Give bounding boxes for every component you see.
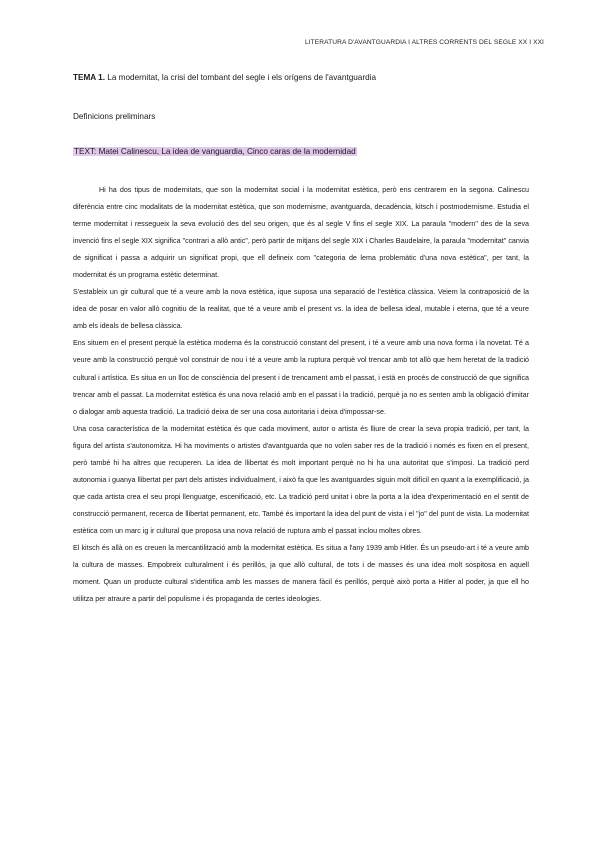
paragraph: Hi ha dos tipus de modernitats, que son la modernitat social i la modernitat estètica, però ens centrarem en la segona. Calinescu diferència entre cinc modalitats de la modernitat estètica, que son modernisme, avantguarda, decadència, kitsch i postmodernisme. Estudia el terme modernitat i ressegueix la seva evolució des del seu origen, que és al segle V fins el segle XIX. La paraula "modern" des de la seva invenció fins el segle XIX significa "contrari a allò antic", però partir de mitjans del segle XIX i Charles Baudelaire, la paraula "modernitat" canvia de significat i passa a adquirir un significat propi, que ell defineix com "categoria de lema problemàtic d'una nova estètica", per tant, la modernitat és un programa estètic determinat. bbox=[73, 186, 529, 280]
topic-label: TEMA 1. bbox=[73, 73, 105, 82]
topic-title bbox=[73, 73, 376, 82]
topic-heading: La modernitat, la crisi del tombant del segle i els orígens de l'avantguardia bbox=[107, 73, 377, 82]
paragraph: Ens situem en el present perquè la estètica moderna és la construcció constant del present, i té a veure amb una nova forma i la novetat. Té a veure amb la construcció perquè vol construir de nou i té a veure amb la ruptura perquè vol trencar amb tot allò que hem heretat de la tradició cultural i artística. Es situa en un lloc de consciència del present i de trencament amb el passat, i està en procés de construcció de que significa trencar amb el passat. La modernitat estètica és una nova relació amb en el passat i la tradició, perquè ja no es senten amb la obligació d'imitar o dialogar amb aquesta tradició. La tradició deixa de ser una cosa autoritaria i deixa d'impossar-se. bbox=[73, 339, 529, 416]
paragraph: S'estableix un gir cultural que té a veure amb la nova estètica, ique suposa una separació de l'estètica clàssica. Veiem la contraposició de la idea de posar en valor allò cognitiu de la realitat, que té a veure amb el present vs. la idea de bellesa ideal, mutable i eterna, que té a veure amb els ideals de bellesa clàssica. bbox=[73, 288, 529, 331]
text-source-highlight: TEXT: Matei Calinescu, La idea de vanguardia, Cinco caras de la modernidad bbox=[74, 147, 356, 156]
paragraph: Una cosa característica de la modernitat estètica és que cada moviment, autor o artista és lliure de crear la seva propia tradició, per tant, la figura del artista s'autonomitza. Hi ha moviments o artistes d'avantguarda que no volen saber res de la tradició i només es fixen en el present, però també hi ha altres que recuperen. La idea de llibertat és molt important perquè no hi ha una autoritat que s'imposi. La tradició perd autonomia i guanya llibertat per part dels artistes individualment, i això fa que les avantguardes siguin molt difícil en quant a la exemplificació, ja que cada artista crea el seu propi llenguatge, escenificació, etc. La tradició perd unitat i obre la porta a la idea d'experimentació en el sentit de construcció permanent, recerca de llibertat permanent, etc. També és important la idea del punt de vista i el "jo" del punt de vista. La modernitat estètica com un marc ig ir cultural que proposa una nova relació de ruptura amb el passat inclou moltes obres. bbox=[73, 424, 529, 535]
running-header: LITERATURA D'AVANTGUARDIA I ALTRES CORRENTS DEL SEGLE XX I XXI bbox=[304, 39, 544, 46]
section-title: Definicions preliminars bbox=[73, 112, 156, 121]
paragraph: El kitsch és allà on es creuen la mercantilització amb la modernitat estètica. Es situa a l'any 1939 amb Hitler. És un pseudo-art i té a veure amb la cultura de masses. Empobreix culturalment i és perillós, ja que allò cultural, de tots i de masses és una idea molt sospitosa en aquell moment. Quan un producte cultural s'identifica amb les masses de manera fàcil és perillós, perquè això porta a Hitler al poder, ja que ell ho utilitza per atraure a partir del populisme i és propaganda de certes ideologies. bbox=[73, 543, 529, 604]
document-body bbox=[73, 182, 529, 608]
